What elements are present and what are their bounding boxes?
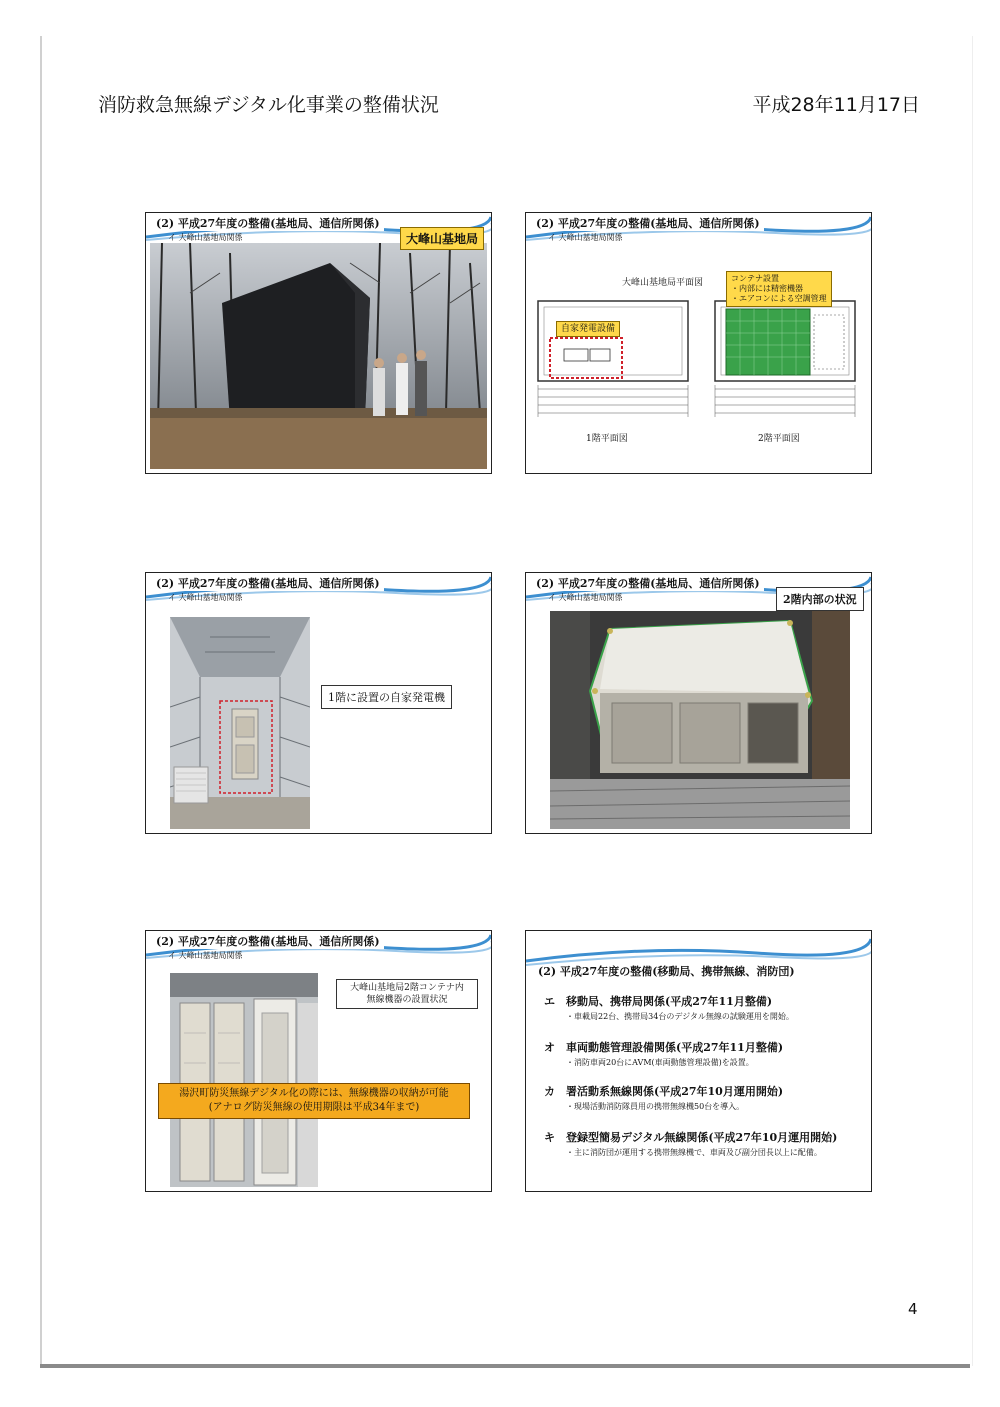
slide-title: (2) 平成27年度の整備(基地局、通信所関係) (532, 575, 764, 591)
slide-title: (2) 平成27年度の整備(基地局、通信所関係) (152, 215, 384, 231)
container-note: コンテナ設置 ・内部には精密機器 ・エアコンによる空調管理 (726, 271, 832, 307)
page-edge-left (40, 36, 42, 1366)
slide-subtitle: イ 大峰山基地局関係 (548, 593, 623, 602)
equipment-caption: 大峰山基地局2階コンテナ内 無線機器の設置状況 (336, 979, 478, 1009)
slide-title: (2) 平成27年度の整備(基地局、通信所関係) (152, 933, 384, 949)
slide-mobile-summary (525, 930, 872, 1192)
slide-heading: (2) 平成27年度の整備(移動局、携帯無線、消防団) (538, 965, 795, 978)
generator-caption: 1階に設置の自家発電機 (321, 685, 452, 709)
photo-base-station-exterior (150, 243, 487, 469)
floor2-label: 2階平面図 (758, 434, 800, 444)
slide-floor-plan (525, 212, 872, 474)
generator-label: 自家発電設備 (556, 321, 620, 337)
interior-tag: 2階内部の状況 (776, 587, 864, 611)
photo-generator-room (170, 617, 310, 829)
plan-title: 大峰山基地局平面図 (622, 278, 704, 288)
list-item: オ 車両動態管理設備関係(平成27年11月整備) ・消防車両20台にAVM(車両動態管理設備)を設置。 (544, 1041, 784, 1067)
storage-note: 湯沢町防災無線デジタル化の際には、無線機器の収納が可能 (アナログ防災無線の使用期限は平成34年まで) (158, 1083, 470, 1119)
slide-base-station-exterior (145, 212, 492, 474)
slide-title: (2) 平成27年度の整備(基地局、通信所関係) (152, 575, 384, 591)
location-tag: 大峰山基地局 (400, 227, 484, 250)
floor1-label: 1階平面図 (586, 434, 628, 444)
page-edge-bottom (40, 1364, 970, 1368)
floor-plan-drawing (530, 291, 867, 441)
slide-title: (2) 平成27年度の整備(基地局、通信所関係) (532, 215, 764, 231)
list-item: キ 登録型簡易デジタル無線関係(平成27年10月運用開始) ・主に消防団が運用する携帯無線機で、車両及び副分団長以上に配備。 (544, 1131, 838, 1157)
slide-subtitle: イ 大峰山基地局関係 (168, 951, 243, 960)
photo-radio-racks (170, 973, 318, 1187)
slide-subtitle: イ 大峰山基地局関係 (168, 233, 243, 242)
list-item: エ 移動局、携帯局関係(平成27年11月整備) ・車載局22台、携帯局34台のデジタル無線の試験運用を開始。 (544, 995, 794, 1021)
list-item: カ 署活動系無線関係(平成27年10月運用開始) ・現場活動消防隊員用の携帯無線機50台を導入。 (544, 1085, 784, 1111)
slide-second-floor-interior (525, 572, 872, 834)
document-date: 平成28年11月17日 (752, 94, 920, 116)
document-title: 消防救急無線デジタル化事業の整備状況 (98, 94, 439, 116)
slide-subtitle: イ 大峰山基地局関係 (168, 593, 243, 602)
photo-container-interior (550, 611, 850, 829)
slide-radio-equipment (145, 930, 492, 1192)
slide-generator (145, 572, 492, 834)
page-edge-right (972, 36, 973, 1366)
slide-subtitle: イ 大峰山基地局関係 (548, 233, 623, 242)
page-number: 4 (908, 1300, 918, 1318)
